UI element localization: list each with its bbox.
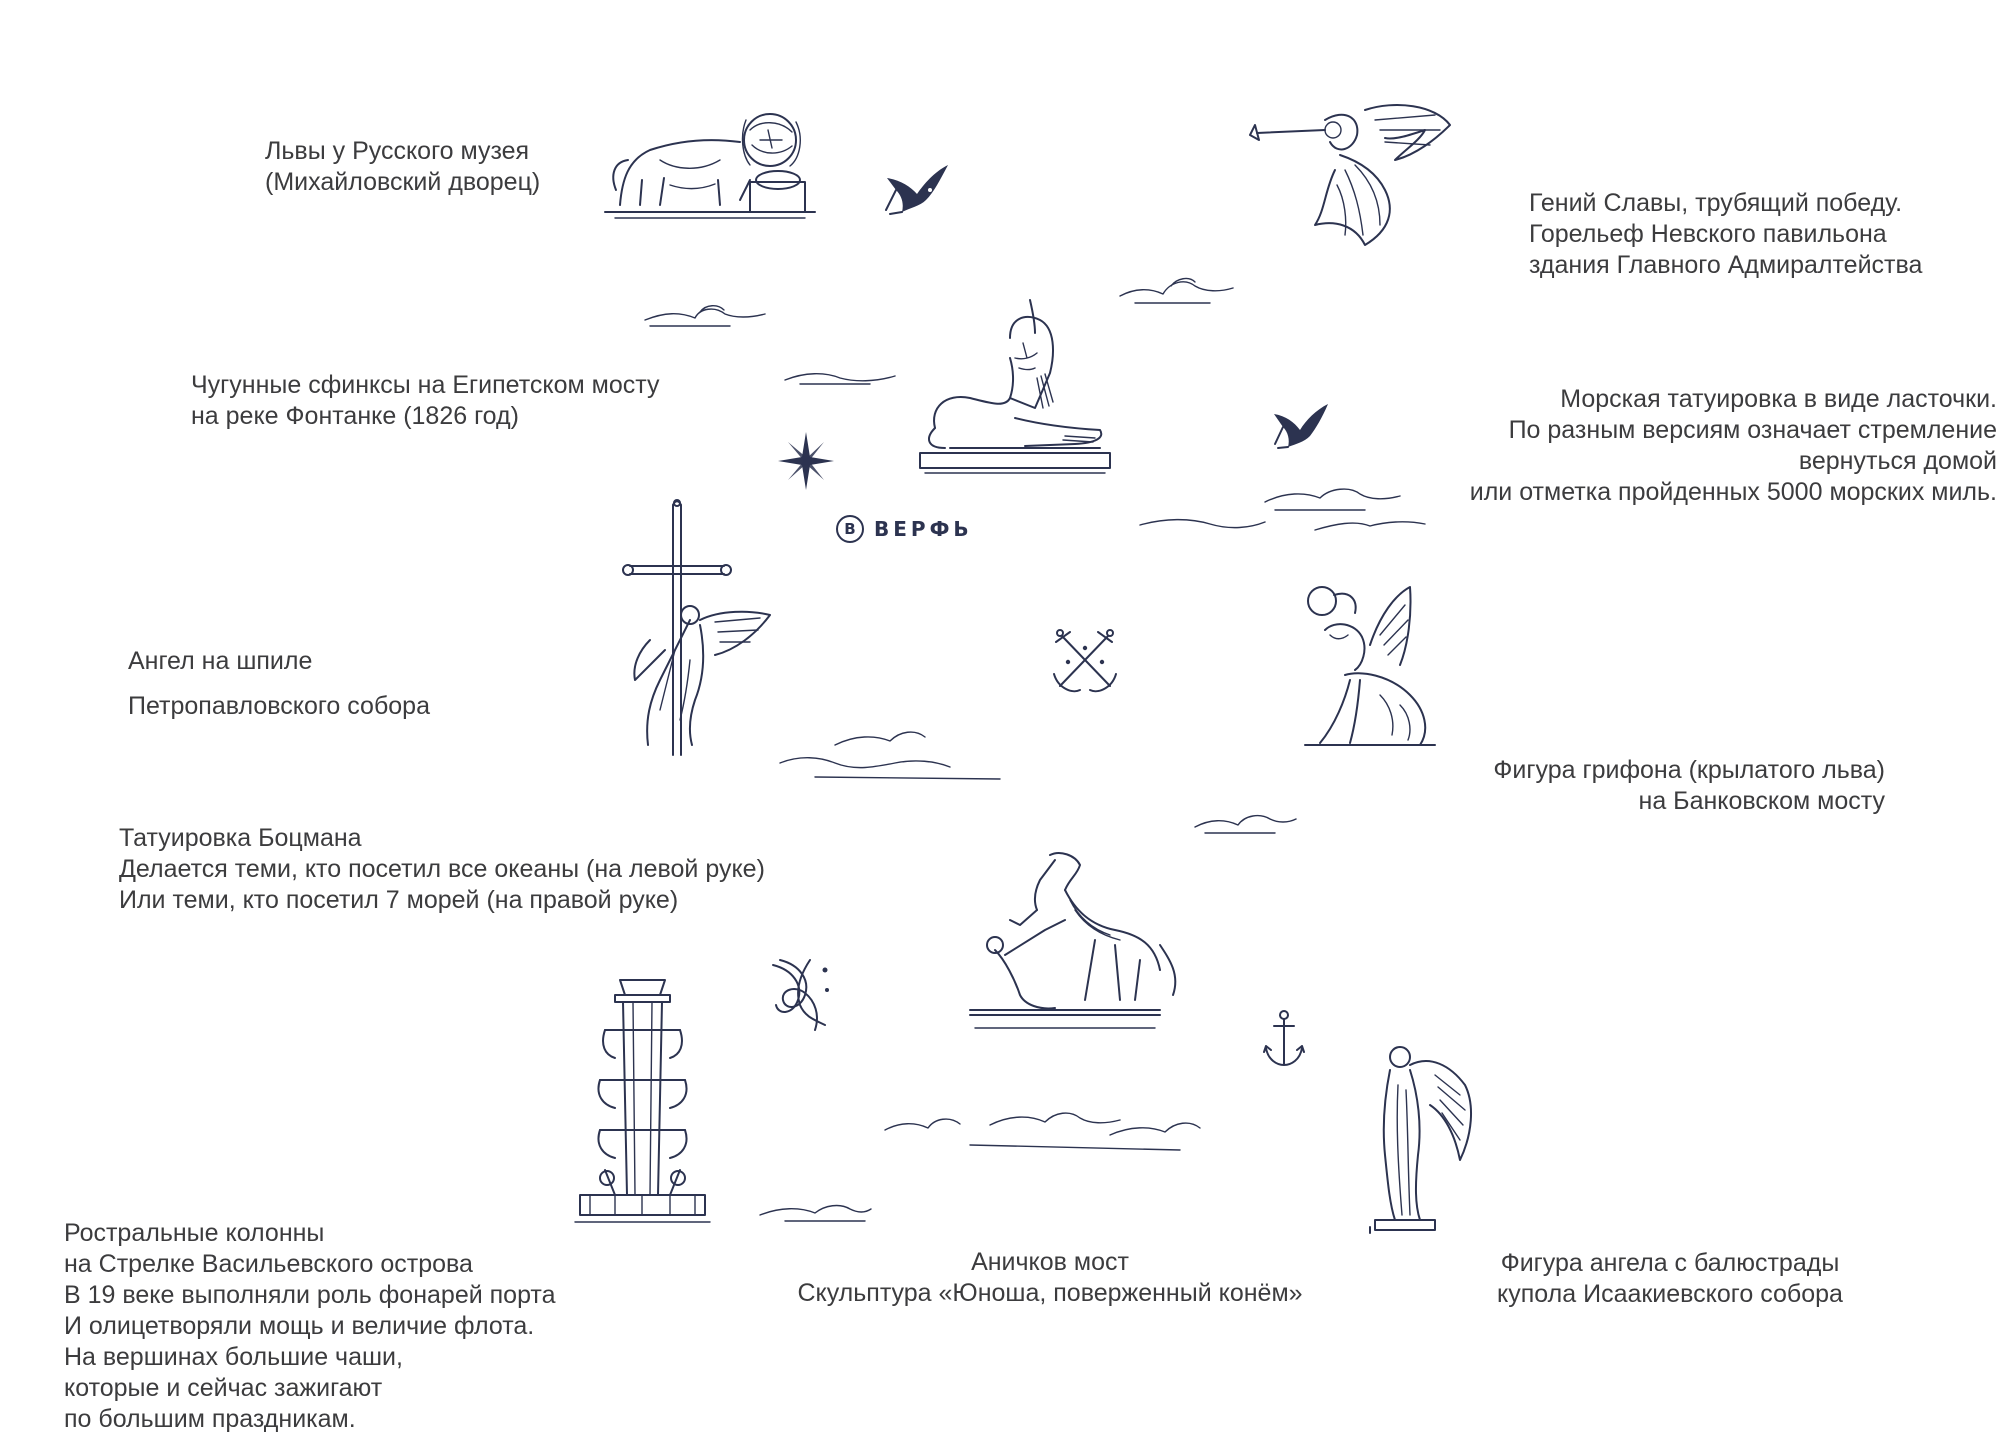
caption-line: Горельеф Невского павильона (1529, 220, 1887, 248)
caption-anichkov (780, 1247, 1320, 1309)
caption-line: В 19 веке выполняли роль фонарей порта (64, 1281, 556, 1309)
caption-rostral (64, 1218, 556, 1435)
caption-line: Скульптура «Юноша, поверженный конём» (797, 1279, 1303, 1307)
caption-line: Делается теми, кто посетил все океаны (на левой руке) (119, 855, 765, 883)
caption-line: Львы у Русского музея (265, 137, 530, 165)
caption-line: Петропавловского собора (128, 692, 430, 720)
wave-icon (1190, 805, 1300, 835)
caption-line: Ангел на шпиле (128, 647, 313, 675)
caption-line: вернуться домой (1798, 447, 1997, 475)
caption-angel-spire (128, 639, 430, 729)
caption-genius (1529, 188, 1922, 281)
genius-icon (1245, 100, 1460, 250)
caption-line: На вершинах большие чаши, (64, 1343, 403, 1371)
logo-mark-icon: В (836, 515, 864, 543)
caption-line: Или теми, кто посетил 7 морей (на правой руке) (119, 886, 679, 914)
swallow-icon (882, 160, 952, 215)
knot-icon (765, 955, 835, 1035)
wave-icon (640, 298, 770, 328)
caption-griffin (1493, 755, 1885, 817)
swallow-icon (1272, 400, 1330, 450)
caption-line: здания Главного Адмиралтейства (1529, 251, 1923, 279)
wave-icon (755, 1195, 875, 1225)
caption-line: по большим праздникам. (64, 1405, 356, 1433)
rostral-column-icon (575, 970, 710, 1230)
wave-icon (880, 1100, 1220, 1180)
caption-line: на Стрелке Васильевского острова (64, 1250, 473, 1278)
caption-swallow (1470, 384, 1997, 508)
angel-statue-icon (1360, 1035, 1480, 1235)
caption-isaac-angel (1460, 1248, 1880, 1310)
caption-line: Фигура грифона (крылатого льва) (1493, 756, 1885, 784)
caption-line: на Банковском мосту (1638, 787, 1885, 815)
caption-line: на реке Фонтанке (1826 год) (191, 402, 519, 430)
caption-line: которые и сейчас зажигают (64, 1374, 383, 1402)
caption-line: Чугунные сфинксы на Египетском мосту (191, 371, 660, 399)
wave-icon (1135, 480, 1435, 540)
caption-boatswain (119, 823, 765, 916)
griffin-icon (1300, 585, 1440, 755)
compass-star-icon (776, 430, 836, 492)
caption-line: Татуировка Боцмана (119, 824, 362, 852)
cross-angel-icon (620, 500, 770, 760)
caption-line: По разным версиям означает стремление (1508, 416, 1997, 444)
lion-icon (600, 100, 820, 225)
horse-tamer-icon (965, 850, 1185, 1035)
caption-line: Аничков мост (971, 1248, 1129, 1276)
caption-line: Фигура ангела с балюстрады (1500, 1249, 1840, 1277)
brand-logo (836, 515, 973, 543)
anchor-icon (1263, 1010, 1305, 1068)
caption-line: Гений Славы, трубящий победу. (1529, 189, 1903, 217)
caption-line: купола Исаакиевского собора (1497, 1280, 1843, 1308)
logo-text: ВЕРФЬ (874, 517, 973, 541)
caption-sphinx (191, 370, 659, 432)
sphinx-icon (915, 298, 1115, 483)
wave-icon (1115, 268, 1235, 308)
anchors-icon (1050, 628, 1120, 696)
caption-line: Ростральные колонны (64, 1219, 325, 1247)
caption-line: Морская татуировка в виде ласточки. (1560, 385, 1997, 413)
wave-icon (780, 362, 900, 386)
caption-line: (Михайловский дворец) (265, 168, 541, 196)
wave-icon (775, 725, 1005, 785)
caption-line: или отметка пройденных 5000 морских миль. (1469, 478, 1997, 506)
caption-lions (265, 136, 540, 198)
caption-line: И олицетворяли мощь и величие флота. (64, 1312, 535, 1340)
